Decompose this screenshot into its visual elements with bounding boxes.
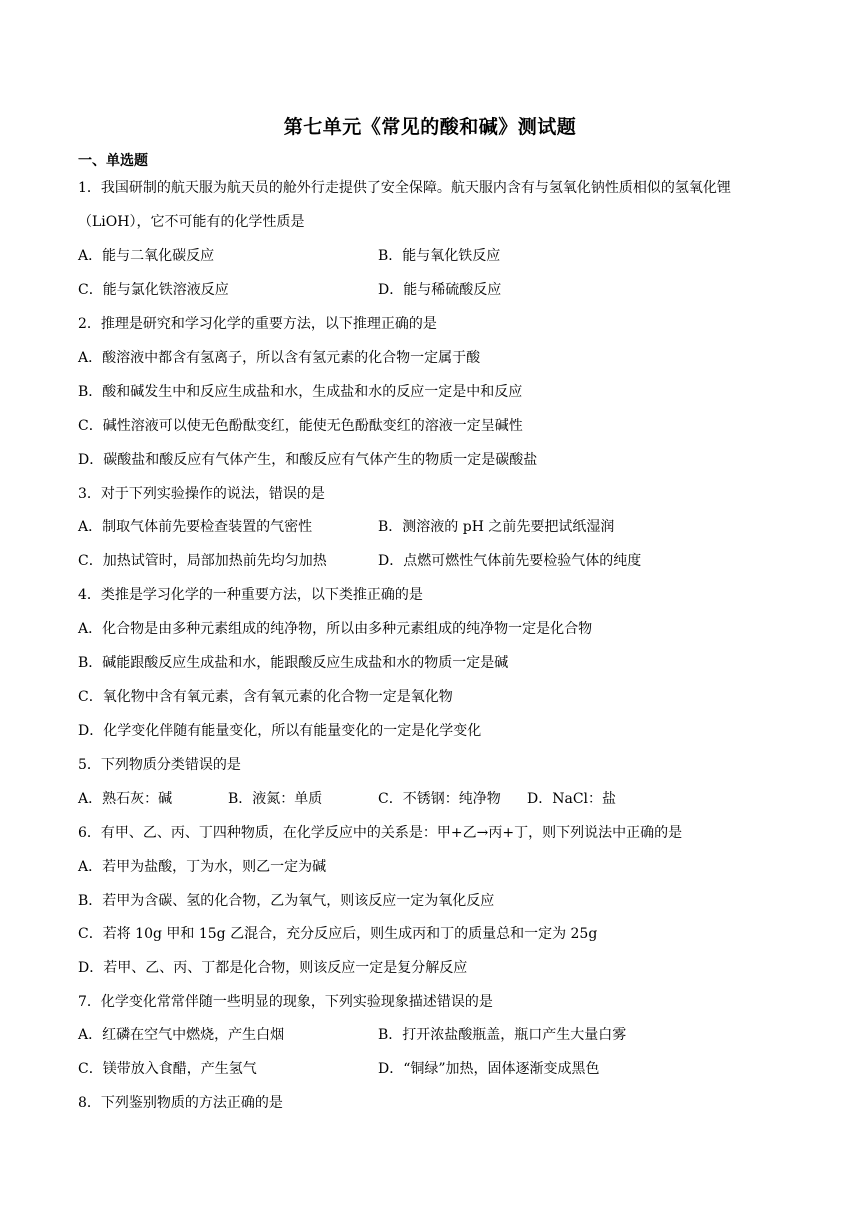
- question-5-option-c: C．不锈钢：纯净物: [378, 791, 501, 807]
- question-3-option-a: A．制取气体前先要检查装置的气密性: [78, 519, 313, 535]
- question-3-option-d: D．点燃可燃性气体前先要检验气体的纯度: [378, 553, 642, 569]
- question-6-option-c: C．若将 10g 甲和 15g 乙混合，充分反应后，则生成丙和丁的质量总和一定为 25g: [78, 926, 598, 942]
- question-7-option-d: D．“铜绿”加热，固体逐渐变成黑色: [378, 1061, 600, 1077]
- question-4-option-b: B．碱能跟酸反应生成盐和水，能跟酸反应生成盐和水的物质一定是碱: [78, 655, 509, 671]
- question-6-option-d: D．若甲、乙、丙、丁都是化合物，则该反应一定是复分解反应: [78, 960, 468, 976]
- question-3-stem: 3．对于下列实验操作的说法，错误的是: [78, 486, 325, 502]
- question-1-option-d: D．能与稀硫酸反应: [378, 282, 502, 298]
- question-4-option-d: D．化学变化伴随有能量变化，所以有能量变化的一定是化学变化: [78, 723, 482, 739]
- question-5-option-d: D．NaCl：盐: [527, 791, 617, 807]
- question-2-option-b: B．酸和碱发生中和反应生成盐和水，生成盐和水的反应一定是中和反应: [78, 384, 523, 400]
- question-5-stem: 5．下列物质分类错误的是: [78, 757, 241, 773]
- question-5-option-a: A．熟石灰：碱: [78, 791, 173, 807]
- question-6-option-b: B．若甲为含碳、氢的化合物，乙为氧气，则该反应一定为氧化反应: [78, 893, 495, 909]
- question-6-option-a: A．若甲为盐酸，丁为水，则乙一定为碱: [78, 859, 327, 875]
- question-7-option-a: A．红磷在空气中燃烧，产生白烟: [78, 1027, 285, 1043]
- question-1-option-c: C．能与氯化铁溶液反应: [78, 282, 229, 298]
- question-2-option-d: D．碳酸盐和酸反应有气体产生，和酸反应有气体产生的物质一定是碳酸盐: [78, 452, 538, 468]
- page-title: 第七单元《常见的酸和碱》测试题: [283, 116, 577, 138]
- question-4-option-c: C．氧化物中含有氧元素，含有氧元素的化合物一定是氧化物: [78, 689, 453, 705]
- question-2-stem: 2．推理是研究和学习化学的重要方法，以下推理正确的是: [78, 316, 437, 332]
- question-8-stem: 8．下列鉴别物质的方法正确的是: [78, 1095, 283, 1111]
- question-3-option-b: B．测溶液的 pH 之前先要把试纸湿润: [378, 519, 615, 535]
- question-3-option-c: C．加热试管时，局部加热前先均匀加热: [78, 553, 327, 569]
- question-7-option-b: B．打开浓盐酸瓶盖，瓶口产生大量白雾: [378, 1027, 627, 1043]
- question-1-stem-line-1: 1．我国研制的航天服为航天员的舱外行走提供了安全保障。航天服内含有与氢氧化钠性质相似的氢氧化锂: [78, 180, 731, 196]
- question-2-option-c: C．碱性溶液可以使无色酚酞变红，能使无色酚酞变红的溶液一定呈碱性: [78, 418, 523, 434]
- question-7-option-c: C．镁带放入食醋，产生氢气: [78, 1061, 257, 1077]
- question-1-option-a: A．能与二氧化碳反应: [78, 248, 215, 264]
- question-7-stem: 7．化学变化常常伴随一些明显的现象，下列实验现象描述错误的是: [78, 994, 493, 1010]
- question-4-stem: 4．类推是学习化学的一种重要方法，以下类推正确的是: [78, 587, 423, 603]
- section-heading: 一、单选题: [78, 153, 148, 169]
- question-4-option-a: A．化合物是由多种元素组成的纯净物，所以由多种元素组成的纯净物一定是化合物: [78, 621, 593, 637]
- question-6-stem: 6．有甲、乙、丙、丁四种物质，在化学反应中的关系是：甲+乙→丙+丁，则下列说法中正确的是: [78, 825, 683, 841]
- question-1-option-b: B．能与氧化铁反应: [378, 248, 501, 264]
- question-2-option-a: A．酸溶液中都含有氢离子，所以含有氢元素的化合物一定属于酸: [78, 350, 481, 366]
- question-5-option-b: B．液氮：单质: [228, 791, 323, 807]
- question-1-stem-line-2: （LiOH），它不可能有的化学性质是: [78, 214, 305, 230]
